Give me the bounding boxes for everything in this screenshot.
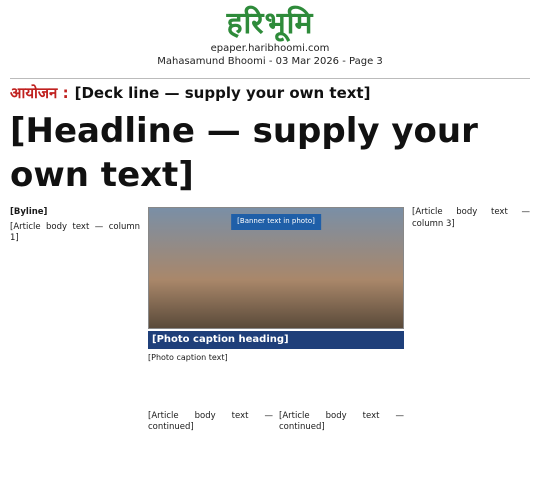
caption-text: [Photo caption text] xyxy=(148,353,228,362)
publication-logo[interactable]: हरिभूमि xyxy=(226,6,314,41)
photo-banner: [Banner text in photo] xyxy=(231,214,321,230)
lower-columns xyxy=(148,411,404,470)
masthead-divider xyxy=(10,78,530,79)
caption-heading: [Photo caption heading] xyxy=(148,331,404,349)
lower-column-left: [Article body text — continued] xyxy=(148,410,273,432)
byline: [Byline] xyxy=(10,207,48,217)
article-column-left xyxy=(10,207,140,469)
headline: [Headline — supply your own text] xyxy=(10,111,478,195)
article-body xyxy=(10,207,530,469)
masthead xyxy=(10,6,530,76)
edition-info: Mahasamund Bhoomi - 03 Mar 2026 - Page 3 xyxy=(157,56,383,67)
deck-line: [Deck line — supply your own text] xyxy=(74,84,371,102)
event-photo xyxy=(148,207,404,329)
kicker-row xyxy=(10,83,530,105)
column-left-text: [Article body text — column 1] xyxy=(10,221,140,243)
lower-column-right: [Article body text — continued] xyxy=(279,410,404,432)
edition-url[interactable]: epaper.haribhoomi.com xyxy=(210,43,330,54)
kicker-label: आयोजन : xyxy=(10,84,69,102)
article-column-right: [Article body text — column 3] xyxy=(412,207,530,229)
article-column-middle xyxy=(148,207,404,469)
